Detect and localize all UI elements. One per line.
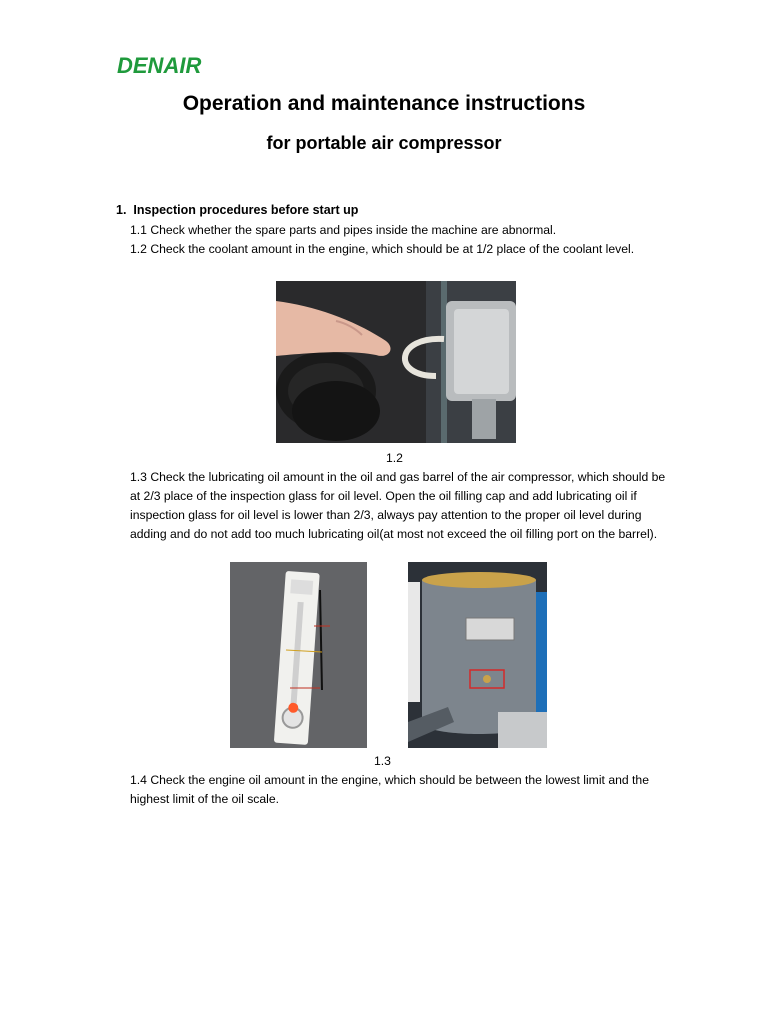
photo-oil-sight-glass	[230, 562, 367, 748]
svg-text:DENAIR: DENAIR	[117, 53, 202, 78]
item-1-4: 1.4 Check the engine oil amount in the engine, which should be between the lowest limit and the highest limit of the oil scale.	[130, 773, 649, 806]
item-1-3: 1.3 Check the lubricating oil amount in the oil and gas barrel of the air compressor, which should be at 2/3 place of the inspection glass for oil level. Open the oil filling cap and add lubricating oil if inspection glass for oil level is lower than 2/3, always pay attention to the proper oil level during adding and do not add too much lubricating oil(at most not exceed the oil filling port on the barrel).	[130, 470, 666, 541]
denair-logo	[115, 52, 235, 78]
figure-caption-1-3: 1.3	[374, 754, 391, 768]
figure-caption-1-2: 1.2	[386, 451, 403, 465]
page-subtitle: for portable air compressor	[266, 133, 502, 153]
page-title: Operation and maintenance instructions	[182, 92, 586, 115]
section-number: 1.	[116, 203, 127, 217]
section-heading	[116, 203, 358, 217]
item-1-1: 1.1 Check whether the spare parts and pipes inside the machine are abnormal.	[130, 223, 557, 237]
item-1-2: 1.2 Check the coolant amount in the engine, which should be at 1/2 place of the coolant level.	[130, 242, 635, 256]
photo-coolant-check	[276, 281, 516, 443]
section-heading-text: Inspection procedures before start up	[133, 203, 359, 217]
photo-oil-gas-barrel	[408, 562, 547, 748]
